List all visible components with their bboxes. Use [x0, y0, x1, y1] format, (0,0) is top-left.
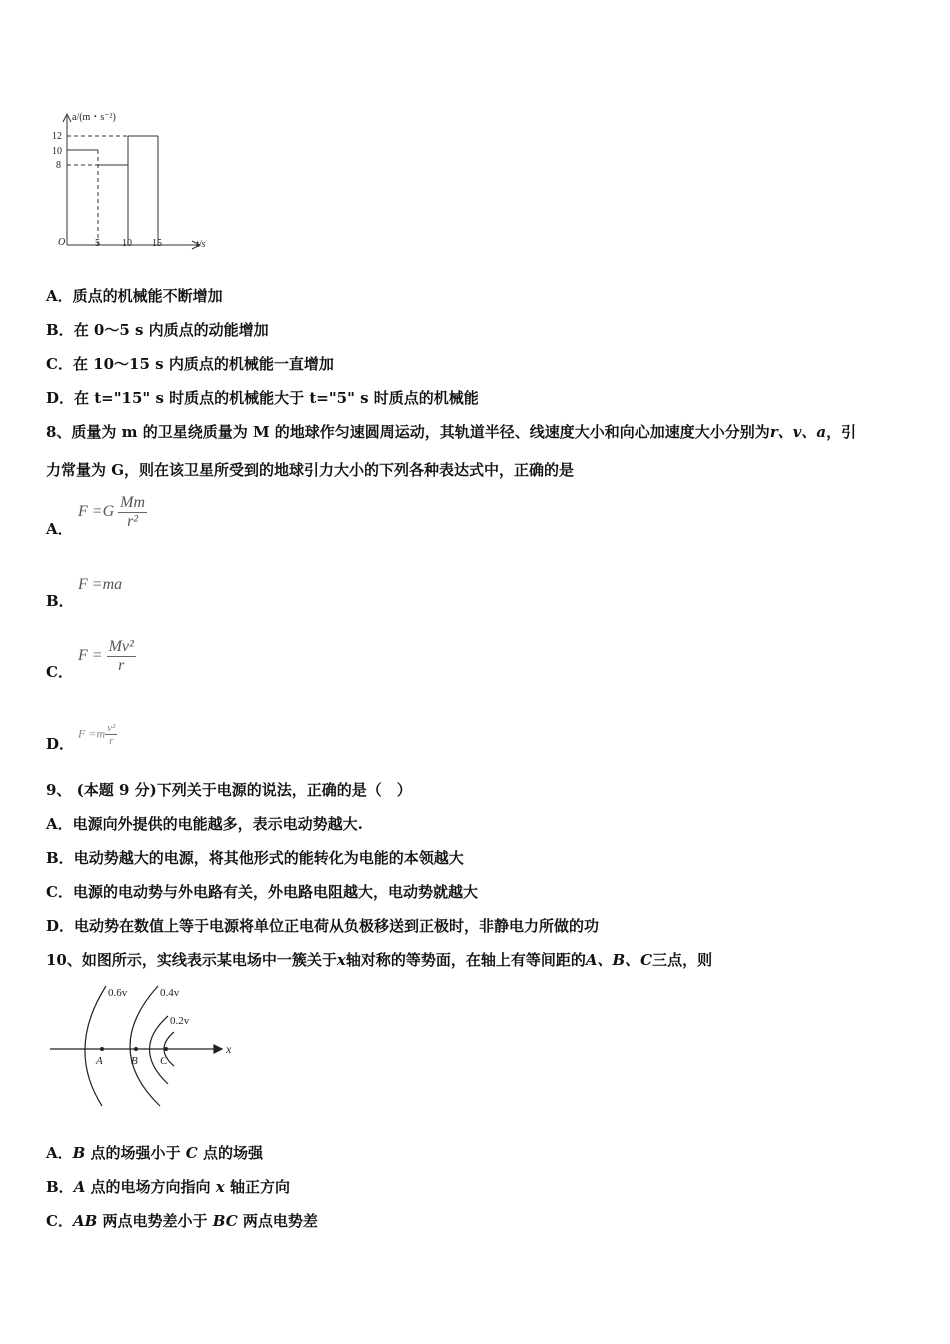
q7-option-c[interactable]	[46, 354, 334, 374]
formula-eq: =	[91, 503, 103, 521]
option-label: D．	[46, 917, 75, 935]
equipotential-label: 0.4v	[160, 987, 180, 999]
q8-option-c[interactable]	[46, 662, 73, 682]
option-var: A	[73, 1178, 86, 1196]
equipotential-label: 0.2v	[170, 1015, 190, 1027]
option-text: 点的场强小于	[85, 1144, 186, 1162]
formula-lhs: F	[78, 726, 86, 741]
q10-stem-points: A、B、C	[585, 951, 653, 969]
option-label: C．	[46, 1212, 73, 1230]
formula-denominator: r	[118, 657, 125, 674]
q8-stem-text-end: ，引	[826, 423, 857, 441]
q10-stem-text: 10、如图所示，实线表示某电场中一簇关于	[46, 951, 337, 969]
y-tick-label: 12	[52, 131, 62, 142]
q10-option-c[interactable]	[46, 1211, 318, 1231]
option-text: 质点的机械能不断增加	[72, 287, 223, 305]
q7-option-a[interactable]	[46, 286, 223, 306]
q8-stem-line2: 力常量为 G，则在该卫星所受到的地球引力大小的下列各种表达式中，正确的是	[46, 461, 575, 479]
q8-stem-text: 8、质量为 m 的卫星绕质量为 M 的地球作匀速圆周运动，其轨道半径、线速度大小和向心加速度大小分别为	[46, 423, 770, 441]
option-var: AB	[72, 1212, 98, 1230]
option-text: 电动势在数值上等于电源将单位正电荷从负极移送到正极时，非静电力所做的功	[74, 917, 600, 935]
q10-stem-text: 三点，则	[652, 951, 713, 969]
option-label: A．	[46, 815, 73, 833]
option-text: 两点电势差小于	[97, 1212, 213, 1230]
q8-formula-b	[78, 576, 122, 594]
q8-stem-line1	[46, 422, 856, 442]
equipotential-0.4v	[130, 986, 160, 1106]
option-text: 电动势越大的电源，将其他形式的能转化为电能的本领越大	[73, 849, 464, 867]
x-tick-label: 10	[122, 238, 132, 249]
option-label: B．	[46, 849, 74, 867]
option-label: B．	[46, 592, 74, 610]
option-var: x	[215, 1178, 225, 1196]
q8-formula-a	[78, 494, 147, 531]
option-text: 在 0～5 s 内质点的动能增加	[73, 321, 269, 339]
point-c	[164, 1047, 168, 1051]
point-label: A	[96, 1055, 103, 1067]
option-text: 点的场强	[197, 1144, 263, 1162]
option-label: B．	[46, 1178, 74, 1196]
formula-denominator: r	[109, 735, 114, 747]
option-label: B．	[46, 321, 74, 339]
point-a	[100, 1047, 104, 1051]
option-label: D．	[46, 735, 75, 753]
formula-numerator: Mv²	[108, 638, 134, 655]
x-tick-label: 15	[152, 238, 162, 249]
option-text: 电源的电动势与外电路有关，外电路电阻越大，电动势就越大	[72, 883, 478, 901]
option-text: 点的电场方向指向	[85, 1178, 216, 1196]
formula-eq: =	[88, 726, 97, 741]
q8-option-a[interactable]	[46, 519, 73, 539]
formula-eq: =	[91, 576, 103, 593]
formula-lhs: F	[78, 576, 88, 593]
option-text: 轴正方向	[224, 1178, 290, 1196]
equipotential-surfaces-figure	[46, 980, 246, 1110]
option-label: A．	[46, 1144, 73, 1162]
q8-stem-vars: r、v、a	[769, 423, 827, 441]
option-label: C．	[46, 355, 73, 373]
q10-option-b[interactable]	[46, 1177, 290, 1197]
formula-eq: =	[91, 647, 103, 665]
option-label: A．	[46, 287, 73, 305]
q8-option-d[interactable]	[46, 734, 74, 754]
q10-stem	[46, 950, 712, 970]
equipotential-label: 0.6v	[108, 987, 128, 999]
y-tick-label: 8	[56, 160, 61, 171]
point-label: C	[160, 1055, 168, 1067]
q8-formula-d	[78, 722, 117, 747]
equipotential-0.6v	[85, 986, 106, 1106]
option-text: 两点电势差	[237, 1212, 318, 1230]
axis-label: x	[226, 1042, 232, 1056]
formula-lhs: F	[78, 647, 88, 665]
q10-stem-axis: x	[336, 951, 346, 969]
q9-option-c[interactable]	[46, 882, 478, 902]
option-label: D．	[46, 389, 75, 407]
q10-option-a[interactable]	[46, 1143, 263, 1163]
q7-option-d[interactable]	[46, 388, 479, 408]
y-axis-label: a/(m・s⁻²)	[72, 112, 116, 123]
acceleration-time-graph	[50, 104, 220, 254]
formula-numerator: v²	[107, 722, 116, 734]
q8-option-b[interactable]	[46, 591, 74, 611]
q7-option-b[interactable]	[46, 320, 269, 340]
option-label: C．	[46, 883, 73, 901]
q9-option-b[interactable]	[46, 848, 464, 868]
option-var: C	[185, 1144, 198, 1162]
x-axis-label: t/s	[196, 239, 206, 250]
option-text: 在 10～15 s 内质点的机械能一直增加	[72, 355, 334, 373]
formula-pre: G	[102, 503, 115, 521]
option-var: BC	[212, 1212, 238, 1230]
formula-denominator: r²	[127, 513, 139, 530]
option-var: B	[72, 1144, 86, 1162]
option-label: A．	[46, 520, 73, 538]
q9-option-a[interactable]	[46, 814, 363, 834]
formula-pre: m	[96, 726, 106, 741]
point-b	[134, 1047, 138, 1051]
option-text: 在 t="15" s 时质点的机械能大于 t="5" s 时质点的机械能	[74, 389, 479, 407]
formula-numerator: Mm	[120, 494, 146, 511]
q9-option-d[interactable]	[46, 916, 599, 936]
option-text: 电源向外提供的电能越多，表示电动势越大.	[72, 815, 363, 833]
q10-stem-text: 轴对称的等势面，在轴上有等间距的	[345, 951, 586, 969]
point-label: B	[131, 1055, 138, 1067]
x-tick-label: 5	[95, 238, 100, 249]
formula-lhs: F	[78, 503, 88, 521]
origin-label: O	[58, 237, 66, 248]
q9-stem: 9、 (本题 9 分)下列关于电源的说法，正确的是（ ）	[46, 781, 412, 799]
q8-formula-c	[78, 638, 136, 675]
y-tick-label: 10	[52, 146, 62, 157]
option-label: C．	[46, 663, 73, 681]
formula-pre: ma	[102, 576, 123, 593]
